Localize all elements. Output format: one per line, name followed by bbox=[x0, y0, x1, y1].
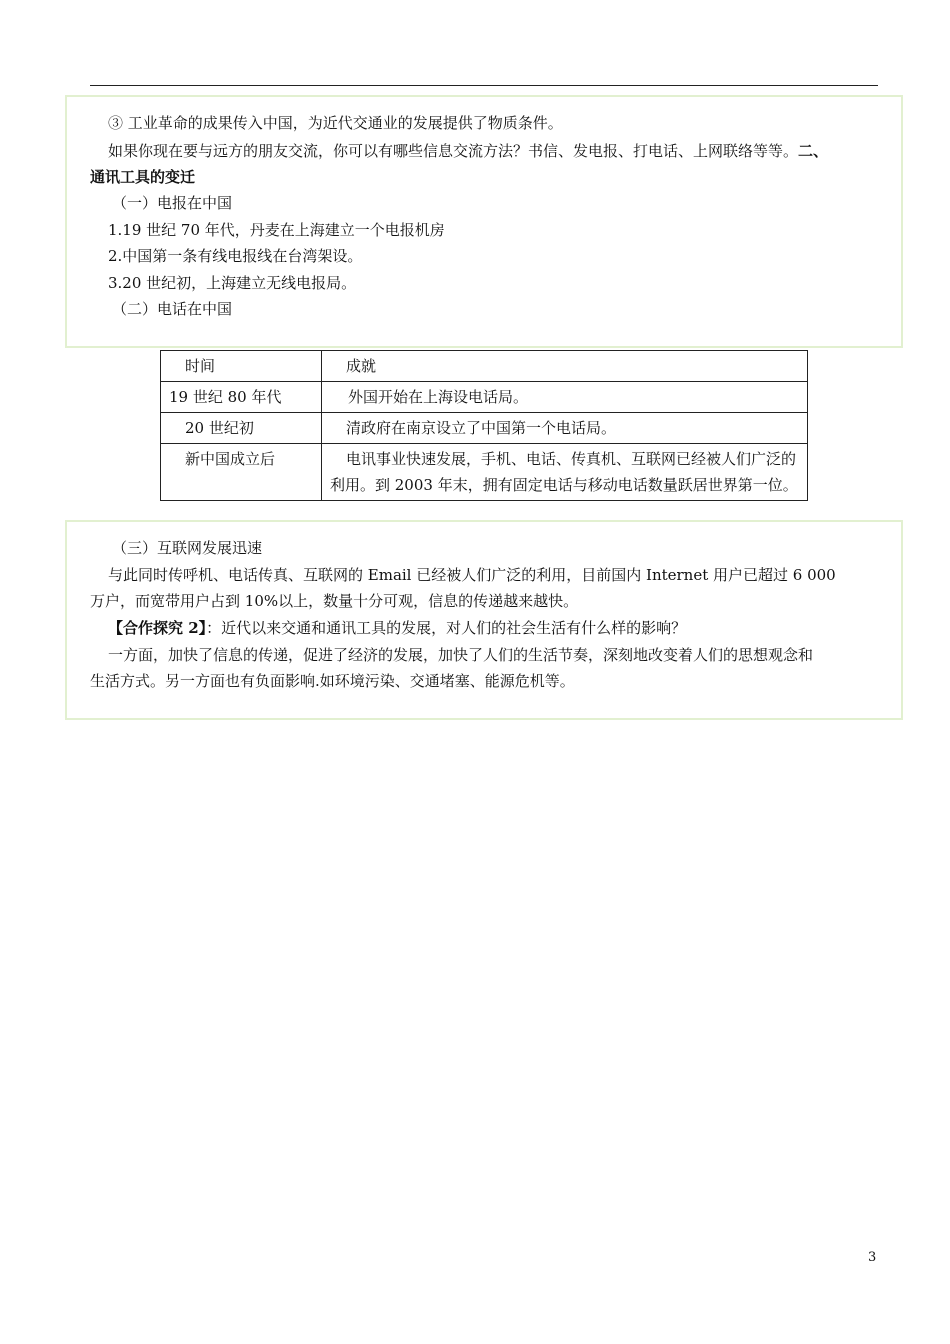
telephone-table bbox=[160, 350, 808, 501]
table-cell: 电讯事业快速发展，手机、电话、传真机、互联网已经被人们广泛的利用。到 2003 年末，拥有固定电话与移动电话数量跃居世界第一位。 bbox=[322, 444, 808, 501]
section-heading: 通讯工具的变迁 bbox=[90, 168, 196, 186]
table-cell: 新中国成立后 bbox=[161, 444, 322, 501]
table-cell: 19 世纪 80 年代 bbox=[161, 382, 322, 413]
subheading-telegraph: （一）电报在中国 bbox=[112, 194, 233, 212]
subheading-telephone: （二）电话在中国 bbox=[112, 300, 233, 318]
table-cell: 清政府在南京设立了中国第一个电话局。 bbox=[322, 413, 808, 444]
list-item: 2.中国第一条有线电报线在台湾架设。 bbox=[108, 247, 363, 265]
text-line: 生活方式。另一方面也有负面影响.如环境污染、交通堵塞、能源危机等。 bbox=[90, 672, 575, 690]
subheading-internet: （三）互联网发展迅速 bbox=[112, 539, 263, 557]
section-number: 二、 bbox=[798, 142, 829, 160]
text-line bbox=[108, 618, 686, 638]
table-header-row bbox=[161, 351, 808, 382]
page-number: 3 bbox=[868, 1250, 877, 1265]
cooperation-label: 【合作探究 2】 bbox=[108, 619, 207, 637]
cooperation-question: ：近代以来交通和通讯工具的发展，对人们的社会生活有什么样的影响？ bbox=[206, 619, 687, 637]
question-text: 如果你现在要与远方的朋友交流，你可以有哪些信息交流方法？书信、发电报、打电话、上网联络等等。 bbox=[108, 142, 799, 160]
list-item: 1.19 世纪 70 年代，丹麦在上海建立一个电报机房 bbox=[108, 221, 445, 239]
text-line: 万户，而宽带用户占到 10%以上，数量十分可观，信息的传递越来越快。 bbox=[90, 592, 579, 610]
text-line: ③ 工业革命的成果传入中国，为近代交通业的发展提供了物质条件。 bbox=[108, 114, 563, 132]
text-line bbox=[108, 141, 828, 161]
table-header-cell: 时间 bbox=[161, 351, 322, 382]
text-line: 与此同时传呼机、电话传真、互联网的 Email 已经被人们广泛的利用，目前国内 Internet 用户已超过 6 000 bbox=[108, 566, 836, 584]
table-cell: 外国开始在上海设电话局。 bbox=[322, 382, 808, 413]
table-header-cell: 成就 bbox=[322, 351, 808, 382]
table-cell: 20 世纪初 bbox=[161, 413, 322, 444]
text-line: 一方面，加快了信息的传递，促进了经济的发展，加快了人们的生活节奏，深刻地改变着人们的思想观念和 bbox=[108, 646, 814, 664]
table-row bbox=[161, 413, 808, 444]
table-row bbox=[161, 382, 808, 413]
list-item: 3.20 世纪初，上海建立无线电报局。 bbox=[108, 274, 357, 292]
header-rule bbox=[90, 85, 878, 86]
table-row bbox=[161, 444, 808, 501]
